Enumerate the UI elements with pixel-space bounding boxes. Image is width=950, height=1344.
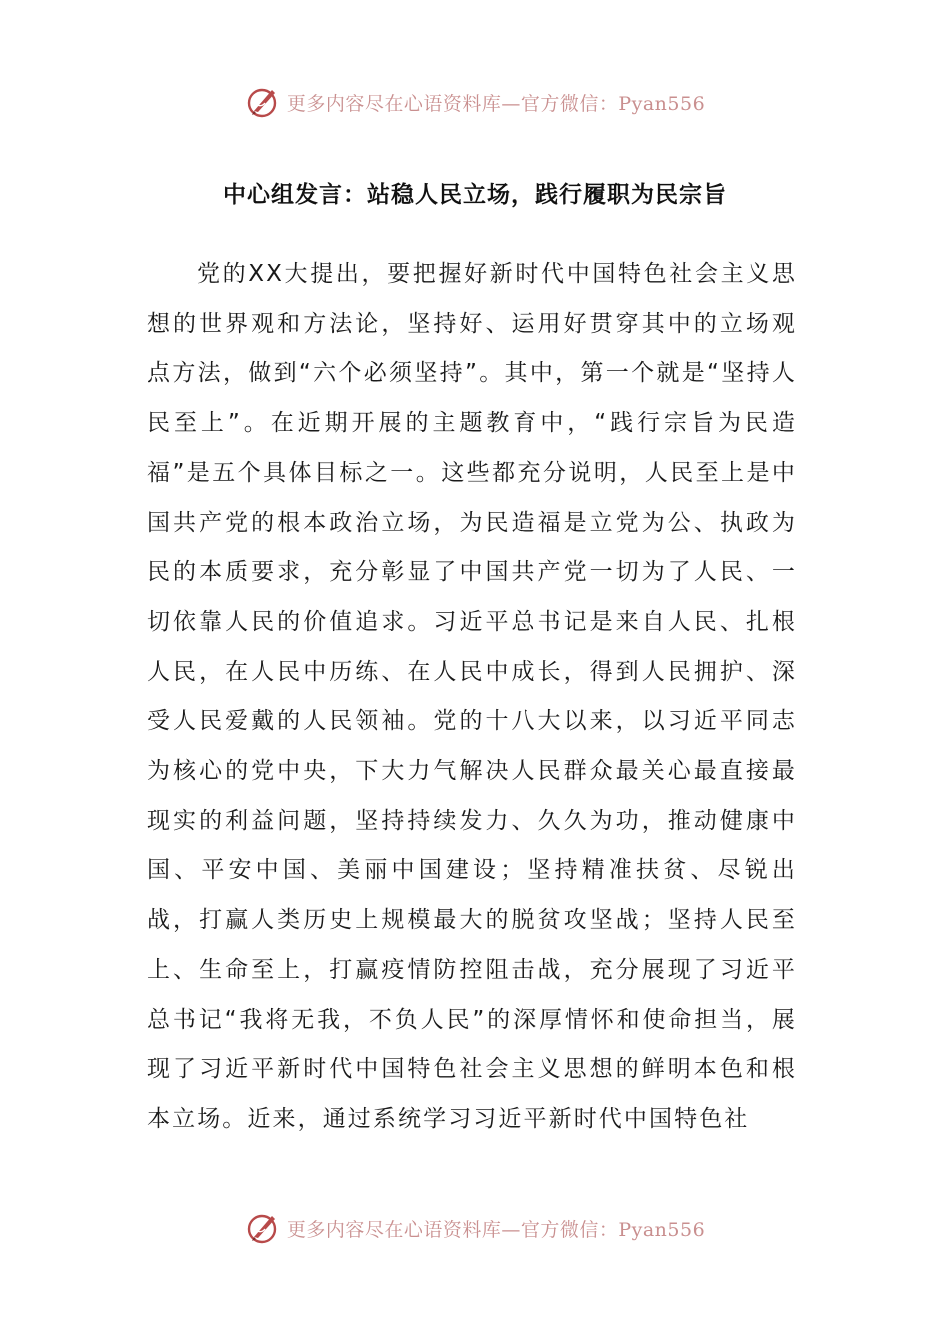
footer-watermark xyxy=(0,1210,950,1246)
quill-pen-circle-icon xyxy=(245,84,281,120)
body-paragraph: 党的XX大提出，要把握好新时代中国特色社会主义思想的世界观和方法论，坚持好、运用好贯穿其中的立场观点方法，做到“六个必须坚持”。其中，第一个就是“坚持人民至上”。在近期开展的主题教育中，“践行宗旨为民造福”是五个具体目标之一。这些都充分说明，人民至上是中国共产党的根本政治立场，为民造福是立党为公、执政为民的本质要求，充分彰显了中国共产党一切为了人民、一切依靠人民的价值追求。习近平总书记是来自人民、扎根人民，在人民中历练、在人民中成长，得到人民拥护、深受人民爱戴的人民领袖。党的十八大以来，以习近平同志为核心的党中央，下大力气解决人民群众最关心最直接最现实的利益问题，坚持持续发力、久久为功，推动健康中国、平安中国、美丽中国建设；坚持精准扶贫、尽锐出战，打赢人类历史上规模最大的脱贫攻坚战；坚持人民至上、生命至上，打赢疫情防控阻击战，充分展现了习近平总书记“我将无我，不负人民”的深厚情怀和使命担当，展现了习近平新时代中国特色社会主义思想的鲜明本色和根本立场。近来，通过系统学习习近平新时代中国特色社 xyxy=(147,261,797,1132)
watermark-text: 更多内容尽在心语资料库—官方微信：Pyan556 xyxy=(286,1218,706,1241)
header-watermark xyxy=(0,84,950,120)
quill-pen-circle-icon xyxy=(245,1210,281,1246)
page-title: 中心组发言：站稳人民立场，践行履职为民宗旨 xyxy=(223,182,727,208)
watermark-text: 更多内容尽在心语资料库—官方微信：Pyan556 xyxy=(286,92,706,115)
